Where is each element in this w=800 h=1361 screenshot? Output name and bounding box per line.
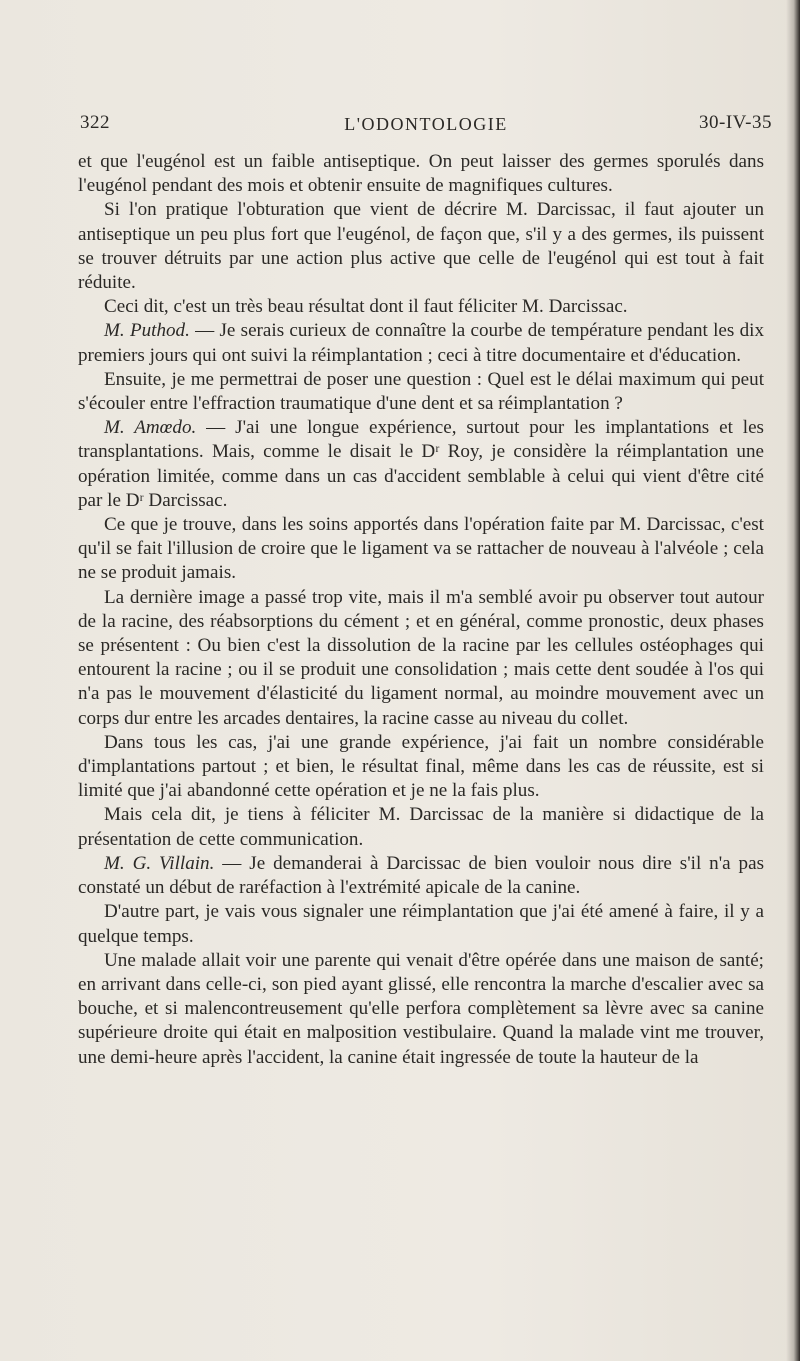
paragraph: M. G. Villain. — Je demanderai à Darcissac de bien vouloir nous dire s'il n'a pas constaté un début de raréfaction à l'extrémité apicale de la canine. [78,852,764,899]
speaker-name: M. Amœdo. [104,417,197,439]
paragraph: Ce que je trouve, dans les soins apportés dans l'opération faite par M. Darcissac, c'est qu'il se fait l'illusion de croire que le ligament va se rattacher de nouveau à l'alvéole ; cela ne se produit jamais. [78,514,764,584]
paragraph: et que l'eugénol est un faible antiseptique. On peut laisser des germes sporulés dans l'eugénol pendant des mois et obtenir ensuite de magnifiques cultures. [78,151,764,197]
paragraph: D'autre part, je vais vous signaler une réimplantation que j'ai été amené à faire, il y a quelque temps. [78,901,764,947]
paragraph: Une malade allait voir une parente qui venait d'être opérée dans une maison de santé; en arrivant dans celle-ci, son pied ayant glissé, elle rencontra la marche d'escalier avec sa bouche, et si malencontreusement qu'elle perfora complètement sa lèvre avec sa canine supérieure droite qui était en malposition vestibulaire. Quand la malade vint me trouver, une demi-heure après l'accident, la canine était ingressée de toute la hauteur de la [78,949,764,1068]
book-spine-shadow [786,0,800,1361]
paragraph: Mais cela dit, je tiens à féliciter M. Darcissac de la manière si didactique de la présentation de cette communication. [78,804,764,850]
page-header [80,112,772,138]
paragraph: M. Amœdo. — J'ai une longue expérience, surtout pour les implantations et les transplantations. Mais, comme le disait le Dʳ Roy, je considère la réimplantation une opération limitée, comme dans un cas d'accident semblable à celui qui vient d'être cité par le Dʳ Darcissac. [78,417,764,511]
page-body [78,150,764,1070]
paragraph: Dans tous les cas, j'ai une grande expérience, j'ai fait un nombre considérable d'implantations partout ; et bien, le résultat final, même dans les cas de réussite, est si limité que j'ai abandonné cette opération et je ne la fais plus. [78,731,764,802]
speaker-name: M. Puthod. [104,320,190,342]
page-number: 322 [80,112,110,133]
issue-date: 30-IV-35 [699,112,772,133]
speaker-name: M. G. Villain. [104,852,215,874]
paragraph: Si l'on pratique l'obturation que vient de décrire M. Darcissac, il faut ajouter un antiseptique un peu plus fort que l'eugénol, de façon que, s'il y a des germes, ils puissent se trouver détruits par une action plus active que celle de l'eugénol qui est tout à fait réduite. [78,199,764,294]
paragraph: La dernière image a passé trop vite, mais il m'a semblé avoir pu observer tout autour de la racine, des réabsorptions du cément ; et en général, comme pronostic, deux phases se présentent : Ou bien c'est la dissolution de la racine par les cellules ostéophages qui entourent la racine ; ou il se produit une consolidation ; mais cette dent soudée à l'os qui n'a pas le mouvement d'élasticité du ligament normal, au moindre mouvement avec un corps dur entre les arcades dentaires, la racine casse au niveau du collet. [78,586,764,729]
paragraph: M. Puthod. — Je serais curieux de connaître la courbe de température pendant les dix premiers jours qui ont suivi la réimplantation ; ceci à titre documentaire et d'éducation. [78,320,764,366]
paragraph: Ensuite, je me permettrai de poser une question : Quel est le délai maximum qui peut s'écouler entre l'effraction traumatique d'une dent et sa réimplantation ? [78,368,764,415]
running-title: L'ODONTOLOGIE [344,114,508,134]
paragraph: Ceci dit, c'est un très beau résultat dont il faut féliciter M. Darcissac. [104,296,628,318]
